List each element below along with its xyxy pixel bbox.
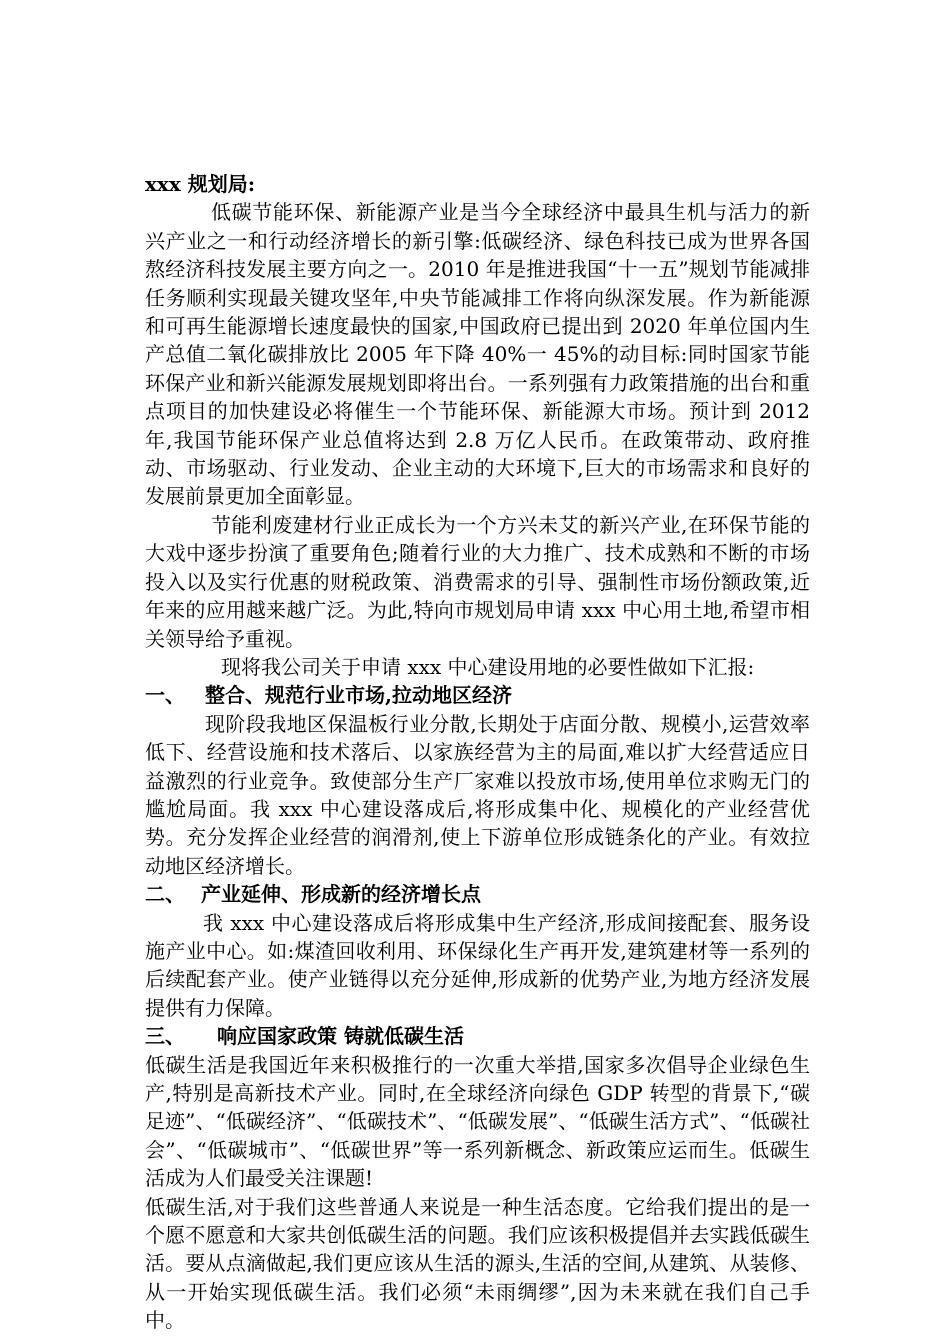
section-heading-3: [145, 1022, 810, 1050]
paragraph-intro: 低碳节能环保、新能源产业是当今全球经济中最具生机与活力的新兴产业之一和行动经济增长的新引擎:低碳经济、绿色科技已成为世界各国熬经济科技发展主要方向之一。2010 年是推进我国“十一五”规划节能减排任务顺利实现最关键攻坚年,中央节能减排工作将向纵深发展。作为新能源和可再生能源增长速度最快的国家,中国政府已提出到 2020 年单位国内生产总值二氧化碳排放比 2005 年下降 40%一 45%的动目标:同时国家节能环保产业和新兴能源发展规划即将出台。一系列强有力政策措施的出台和重点项目的加快建设必将催生一个节能环保、新能源大市场。预计到 2012 年,我国节能环保产业总值将达到 2.8 万亿人民币。在政策带动、政府推动、市场驱动、行业发动、企业主动的大环境下,巨大的市场需求和良好的发展前景更加全面彰显。: [145, 200, 810, 509]
section-heading-2: [145, 880, 810, 908]
section-body-1: 现阶段我地区保温板行业分散,长期处于店面分散、规模小,运营效率低下、经营设施和技术落后、以家族经营为主的局面,难以扩大经营适应日益激烈的行业竞争。致使部分生产厂家难以投放市场,使用单位求购无门的尴尬局面。我 xxx 中心建设落成后,将形成集中化、规模化的产业经营优势。充分发挥企业经营的润滑剂,使上下游单位形成链条化的产业。有效拉动地区经济增长。: [145, 711, 810, 878]
document-page: [145, 170, 810, 1335]
section-title: 整合、规范行业市场,拉动地区经济: [205, 683, 512, 708]
section-body-3: 低碳生活是我国近年来积极推行的一次重大举措,国家多次倡导企业绿色生产,特别是高新技术产业。同时,在全球经济向绿色 GDP 转型的背景下,“碳足迹”、“低碳经济”、“低碳技术”、“低碳发展”、“低碳生活方式”、“低碳社会”、“低碳城市”、“低碳世界”等一系列新概念、新政策应运而生。低碳生活成为人们最受关注课题!: [145, 1052, 810, 1191]
salutation: xxx 规划局:: [145, 172, 256, 196]
section-number: 二、: [145, 882, 185, 907]
paragraph-industry: 节能利废建材行业正成长为一个方兴未艾的新兴产业,在环保节能的大戏中逐步扮演了重要角色;随着行业的大力推广、技术成熟和不断的市场投入以及实行优惠的财税政策、消费需求的引导、强制性市场份额政策,近年来的应用越来越广泛。为此,特向市规划局申请 xxx 中心用土地,希望市相关领导给予重视。: [145, 512, 810, 651]
section-body-3b: 低碳生活,对于我们这些普通人来说是一种生活态度。它给我们提出的是一个愿不愿意和大家共创低碳生活的问题。我们应该积极提倡并去实践低碳生活。要从点滴做起,我们更应该从生活的源头,生活的空间,从建筑、从装修、从一开始实现低碳生活。我们必须“未雨绸缪”,因为未来就在我们自己手中。: [145, 1194, 810, 1333]
section-number: 一、: [145, 683, 185, 708]
section-title: 产业延伸、形成新的经济增长点: [201, 882, 481, 907]
section-number: 三、: [145, 1024, 185, 1049]
section-heading-1: [145, 681, 810, 709]
paragraph-report-lead: 现将我公司关于申请 xxx 中心建设用地的必要性做如下汇报:: [221, 654, 755, 679]
section-body-2: 我 xxx 中心建设落成后将形成集中生产经济,形成间接配套、服务设施产业中心。如:煤渣回收利用、环保绿化生产再开发,建筑建材等一系列的后续配套产业。使产业链得以充分延伸,形成新的优势产业,为地方经济发展提供有力保障。: [145, 910, 810, 1020]
section-title: 响应国家政策 铸就低碳生活: [217, 1024, 464, 1049]
